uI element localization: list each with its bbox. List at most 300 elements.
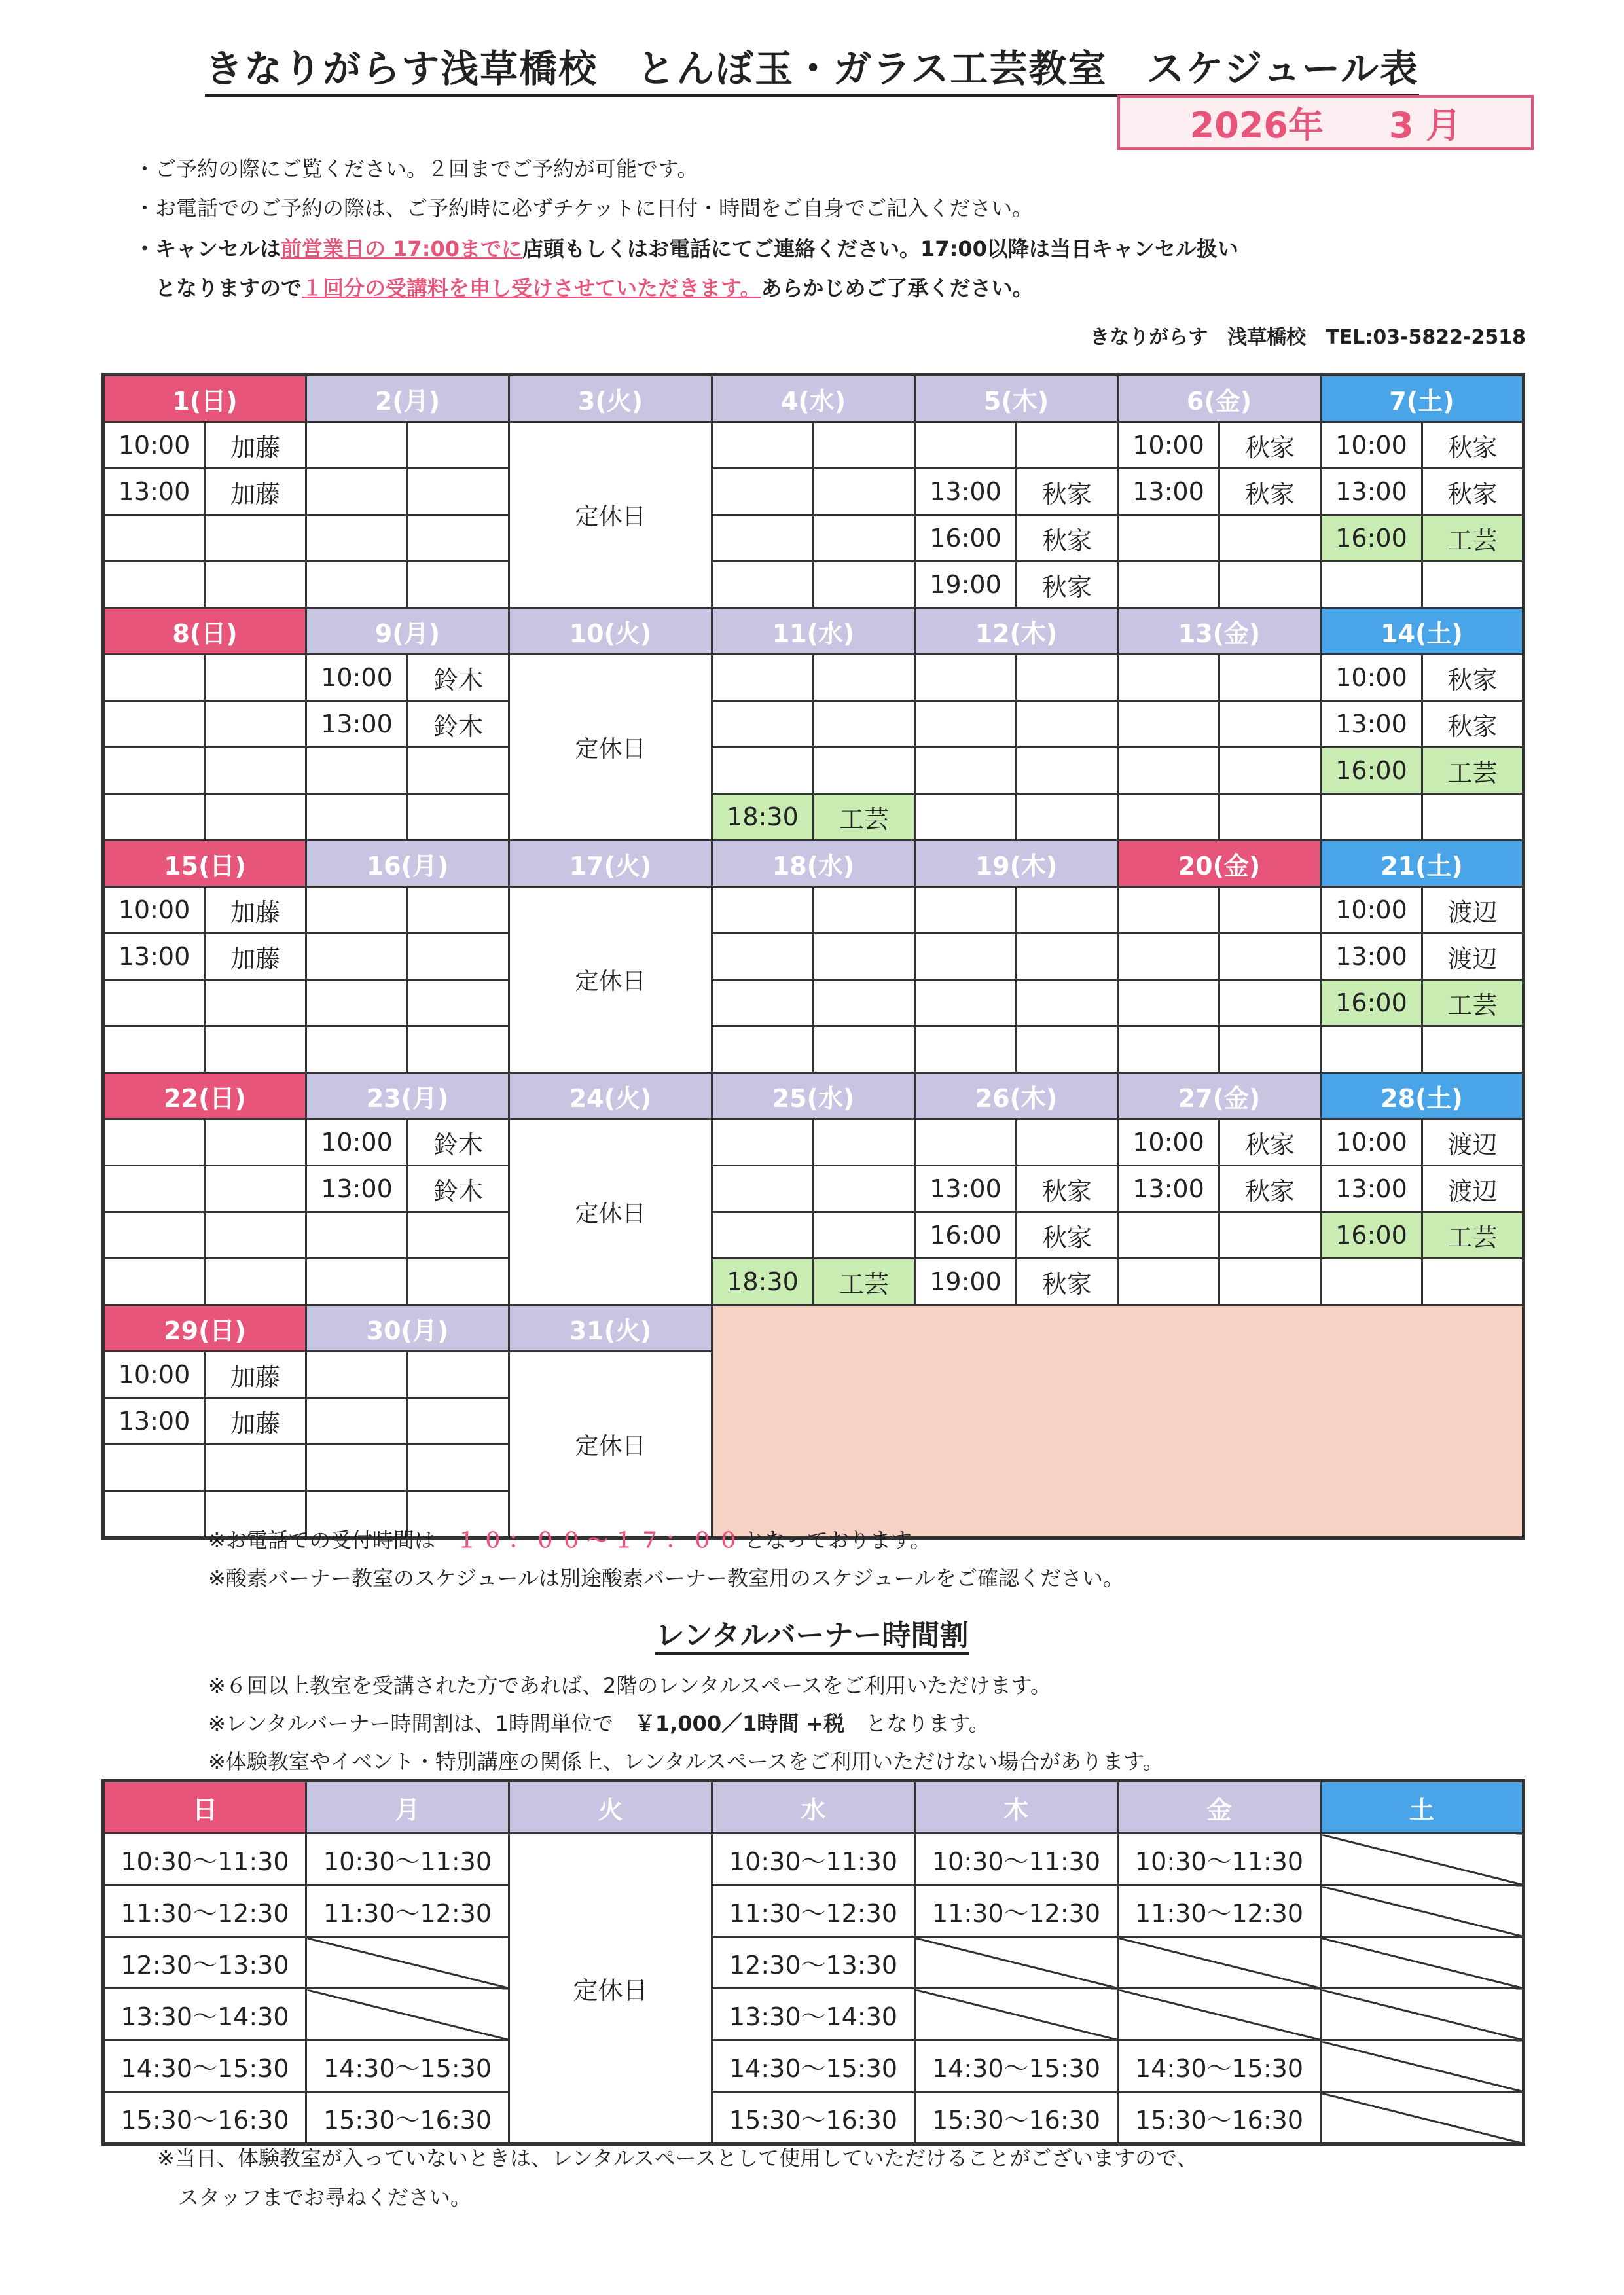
rental-note-1: ※６回以上教室を受講された方であれば、2階のレンタルスペースをご利用いただけます。 [208, 1673, 1051, 1698]
slot-time [306, 1398, 408, 1445]
rental-unavailable-cell [306, 1989, 509, 2040]
slot-time [915, 980, 1017, 1026]
rental-note-2-a: ※レンタルバーナー時間割は、1時間単位で [208, 1711, 634, 1736]
slot-time[interactable]: 13:00 [1321, 469, 1422, 515]
slot-instructor [1219, 1212, 1321, 1259]
slot-time [103, 1491, 205, 1538]
week-header-row [103, 1305, 1524, 1352]
slot-time [306, 1445, 408, 1491]
day-header: 2(月) [306, 375, 509, 422]
rental-time-slot[interactable]: 12:30～13:30 [103, 1937, 306, 1989]
slot-time[interactable]: 13:00 [306, 1166, 408, 1212]
slot-instructor[interactable]: 秋家 [1422, 655, 1524, 701]
slot-instructor [1017, 1026, 1118, 1073]
oxygen-note: ※酸素バーナー教室のスケジュールは別途酸素バーナー教室用のスケジュールをご確認ください。 [208, 1566, 1124, 1591]
slot-time[interactable]: 13:00 [306, 701, 408, 748]
rental-note-2-c: となります。 [844, 1711, 990, 1736]
slot-instructor[interactable]: 秋家 [1219, 1166, 1321, 1212]
day-header: 14(土) [1321, 608, 1524, 655]
rental-note-3: ※体験教室やイベント・特別講座の関係上、レンタルスペースをご利用いただけない場合があります。 [208, 1749, 1164, 1774]
slot-time[interactable]: 13:00 [1321, 933, 1422, 980]
slot-time [915, 422, 1017, 469]
slot-instructor [1219, 933, 1321, 980]
day-header: 30(月) [306, 1305, 509, 1352]
rental-time-slot[interactable]: 10:30～11:30 [915, 1834, 1118, 1885]
slot-instructor [814, 1212, 915, 1259]
slot-instructor [814, 887, 915, 933]
slot-instructor[interactable]: 工芸 [1422, 515, 1524, 562]
slot-row [103, 748, 1524, 794]
rental-price: ￥1,000／1時間 +税 [634, 1711, 845, 1736]
rental-title: レンタルバーナー時間割 [0, 1612, 1624, 1653]
slot-instructor [205, 794, 306, 840]
slot-instructor[interactable]: 工芸 [1422, 980, 1524, 1026]
rental-time-slot[interactable]: 15:30～16:30 [103, 2092, 306, 2144]
slot-time[interactable]: 13:00 [1118, 1166, 1219, 1212]
slot-time[interactable]: 13:00 [1118, 469, 1219, 515]
day-header: 26(木) [915, 1073, 1118, 1119]
schedule-table [101, 373, 1525, 1540]
slot-instructor [1422, 1259, 1524, 1305]
slot-time [915, 1026, 1017, 1073]
rental-time-slot[interactable]: 12:30～13:30 [712, 1937, 915, 1989]
slot-instructor [814, 701, 915, 748]
slot-time [1118, 1259, 1219, 1305]
slot-time [306, 1212, 408, 1259]
slot-instructor [205, 515, 306, 562]
slot-instructor[interactable]: 渡辺 [1422, 933, 1524, 980]
rental-day-header: 日 [103, 1781, 306, 1834]
day-header: 31(火) [509, 1305, 712, 1352]
slot-instructor[interactable]: 工芸 [814, 1259, 915, 1305]
slot-instructor [205, 748, 306, 794]
rental-unavailable-cell [1321, 2040, 1524, 2092]
slot-instructor [1219, 515, 1321, 562]
slot-time [103, 794, 205, 840]
slot-time[interactable]: 18:30 [712, 1259, 814, 1305]
rental-time-slot[interactable]: 11:30～12:30 [1118, 1885, 1321, 1937]
rental-time-slot[interactable]: 15:30～16:30 [306, 2092, 509, 2144]
slot-instructor[interactable]: 秋家 [1017, 515, 1118, 562]
slot-instructor [205, 1445, 306, 1491]
day-header: 25(水) [712, 1073, 915, 1119]
slot-instructor[interactable]: 渡辺 [1422, 887, 1524, 933]
slot-time[interactable]: 16:00 [1321, 748, 1422, 794]
day-header: 5(木) [915, 375, 1118, 422]
slot-instructor [408, 562, 509, 608]
rental-unavailable-cell [1321, 1885, 1524, 1937]
slot-instructor [1219, 1259, 1321, 1305]
rental-time-slot[interactable]: 15:30～16:30 [1118, 2092, 1321, 2144]
rental-unavailable-cell [915, 1989, 1118, 2040]
slot-time [103, 515, 205, 562]
slot-instructor [408, 1026, 509, 1073]
rental-unavailable-cell [1118, 1989, 1321, 2040]
slot-instructor[interactable]: 鈴木 [408, 1119, 509, 1166]
slot-time[interactable]: 16:00 [1321, 980, 1422, 1026]
slot-time [712, 887, 814, 933]
slot-row [103, 1026, 1524, 1073]
day-header: 10(火) [509, 608, 712, 655]
slot-instructor [408, 1445, 509, 1491]
slot-instructor [1219, 748, 1321, 794]
note-line-4-a: となりますので [134, 276, 302, 300]
slot-instructor[interactable]: 加藤 [205, 422, 306, 469]
rental-time-slot[interactable]: 15:30～16:30 [712, 2092, 915, 2144]
slot-time [1118, 748, 1219, 794]
slot-instructor [205, 655, 306, 701]
slot-instructor[interactable]: 秋家 [1017, 1166, 1118, 1212]
slot-time [306, 794, 408, 840]
slot-instructor[interactable]: 加藤 [205, 933, 306, 980]
day-header: 12(木) [915, 608, 1118, 655]
slot-time [915, 887, 1017, 933]
phone-hours-c: となっております。 [744, 1528, 931, 1553]
slot-time [103, 1212, 205, 1259]
week-header-row [103, 375, 1524, 422]
slot-time[interactable]: 18:30 [712, 794, 814, 840]
day-header: 23(月) [306, 1073, 509, 1119]
slot-instructor [814, 1026, 915, 1073]
slot-instructor[interactable]: 鈴木 [408, 701, 509, 748]
slot-time[interactable]: 10:00 [1118, 1119, 1219, 1166]
slot-instructor[interactable]: 秋家 [1422, 701, 1524, 748]
rental-time-slot[interactable]: 14:30～15:30 [103, 2040, 306, 2092]
slot-time [712, 701, 814, 748]
slot-time [306, 887, 408, 933]
closed-day-cell: 定休日 [509, 1352, 712, 1538]
slot-instructor [1017, 701, 1118, 748]
note-line-3-a: ・キャンセルは [134, 236, 281, 261]
slot-instructor[interactable]: 秋家 [1017, 1212, 1118, 1259]
slot-instructor [1017, 794, 1118, 840]
day-header: 3(火) [509, 375, 712, 422]
slot-time [306, 562, 408, 608]
slot-time [1118, 1212, 1219, 1259]
day-header: 6(金) [1118, 375, 1321, 422]
day-header: 16(月) [306, 840, 509, 887]
slot-time[interactable]: 13:00 [915, 469, 1017, 515]
rental-time-slot[interactable]: 13:30～14:30 [712, 1989, 915, 2040]
slot-time [712, 562, 814, 608]
slot-time[interactable]: 13:00 [103, 933, 205, 980]
rental-row [103, 2040, 1524, 2092]
slot-time[interactable]: 16:00 [915, 515, 1017, 562]
day-header: 19(木) [915, 840, 1118, 887]
slot-time [1321, 562, 1422, 608]
rental-bottom-note-2: スタッフまでお尋ねください。 [157, 2185, 472, 2210]
slot-time[interactable]: 10:00 [103, 1352, 205, 1398]
slot-time [712, 1026, 814, 1073]
slot-time [1118, 794, 1219, 840]
slot-instructor [408, 515, 509, 562]
slot-row [103, 1119, 1524, 1166]
slot-instructor[interactable]: 秋家 [1017, 1259, 1118, 1305]
slot-instructor[interactable]: 加藤 [205, 887, 306, 933]
slot-instructor[interactable]: 秋家 [1422, 469, 1524, 515]
slot-instructor [205, 701, 306, 748]
slot-time[interactable]: 10:00 [1321, 1119, 1422, 1166]
slot-instructor [408, 794, 509, 840]
rental-row [103, 1885, 1524, 1937]
day-header: 21(土) [1321, 840, 1524, 887]
slot-instructor[interactable]: 工芸 [1422, 1212, 1524, 1259]
slot-time [306, 1352, 408, 1398]
slot-instructor [1219, 562, 1321, 608]
slot-instructor [408, 1212, 509, 1259]
slot-instructor [408, 469, 509, 515]
year-label: 2026年 [1189, 104, 1324, 146]
rental-day-header: 木 [915, 1781, 1118, 1834]
slot-instructor[interactable]: 秋家 [1219, 1119, 1321, 1166]
slot-time [306, 748, 408, 794]
slot-time [915, 748, 1017, 794]
slot-instructor [205, 1212, 306, 1259]
slot-instructor[interactable]: 秋家 [1017, 562, 1118, 608]
phone-hours: １０：００～１７：００ [456, 1528, 744, 1553]
slot-instructor [1017, 655, 1118, 701]
rental-row [103, 1937, 1524, 1989]
rental-bottom-note-1: ※当日、体験教室が入っていないときは、レンタルスペースとして使用していただけることがございますので、 [157, 2146, 1198, 2171]
slot-instructor [814, 1119, 915, 1166]
slot-instructor [1422, 1026, 1524, 1073]
slot-instructor [205, 980, 306, 1026]
slot-instructor [814, 980, 915, 1026]
note-line-3 [134, 236, 1238, 262]
slot-time[interactable]: 16:00 [915, 1212, 1017, 1259]
slot-row [103, 422, 1524, 469]
rental-time-slot[interactable]: 14:30～15:30 [1118, 2040, 1321, 2092]
slot-time [915, 794, 1017, 840]
note-line-4 [134, 275, 1033, 301]
note-line-1: ・ご予約の際にご覧ください。２回までご予約が可能です。 [134, 156, 698, 181]
slot-time[interactable]: 16:00 [1321, 1212, 1422, 1259]
slot-row [103, 1259, 1524, 1305]
note-line-3-c: 店頭もしくはお電話にてご連絡ください。17:00以降は当日キャンセル扱い [522, 236, 1238, 261]
slot-instructor [408, 422, 509, 469]
slot-instructor [814, 933, 915, 980]
slot-instructor [814, 562, 915, 608]
slot-time [1118, 655, 1219, 701]
week-header-row [103, 840, 1524, 887]
rental-closed-cell: 定休日 [509, 1834, 712, 2144]
empty-filler-block [712, 1305, 1524, 1538]
slot-instructor[interactable]: 鈴木 [408, 655, 509, 701]
slot-instructor [814, 748, 915, 794]
slot-instructor [205, 1026, 306, 1073]
slot-time [306, 469, 408, 515]
slot-time [103, 748, 205, 794]
day-header: 9(月) [306, 608, 509, 655]
rental-time-slot[interactable]: 11:30～12:30 [103, 1885, 306, 1937]
slot-time[interactable]: 10:00 [1118, 422, 1219, 469]
slot-instructor [814, 655, 915, 701]
slot-time [1118, 933, 1219, 980]
slot-instructor[interactable]: 秋家 [1422, 422, 1524, 469]
slot-instructor [205, 1166, 306, 1212]
slot-time [1118, 887, 1219, 933]
slot-time [915, 933, 1017, 980]
slot-time [103, 701, 205, 748]
slot-instructor [1017, 1119, 1118, 1166]
slot-time [712, 655, 814, 701]
day-header: 27(金) [1118, 1073, 1321, 1119]
slot-row [103, 515, 1524, 562]
slot-time [306, 980, 408, 1026]
day-header: 4(水) [712, 375, 915, 422]
slot-time [103, 1166, 205, 1212]
slot-instructor[interactable]: 秋家 [1219, 469, 1321, 515]
cancel-deadline: 前営業日の 17:00までに [281, 236, 523, 261]
slot-instructor [814, 515, 915, 562]
day-header: 20(金) [1118, 840, 1321, 887]
slot-time[interactable]: 10:00 [306, 655, 408, 701]
rental-row [103, 1834, 1524, 1885]
slot-instructor [1422, 794, 1524, 840]
slot-time [306, 422, 408, 469]
slot-time [103, 1259, 205, 1305]
day-header: 18(水) [712, 840, 915, 887]
slot-time[interactable]: 13:00 [103, 1398, 205, 1445]
slot-instructor [1017, 933, 1118, 980]
slot-instructor [1219, 794, 1321, 840]
rental-time-slot[interactable]: 10:30～11:30 [712, 1834, 915, 1885]
slot-time[interactable]: 13:00 [103, 469, 205, 515]
slot-instructor[interactable]: 加藤 [205, 469, 306, 515]
slot-instructor[interactable]: 秋家 [1219, 422, 1321, 469]
slot-instructor[interactable]: 秋家 [1017, 469, 1118, 515]
rental-day-header: 月 [306, 1781, 509, 1834]
closed-day-cell: 定休日 [509, 887, 712, 1073]
rental-time-slot[interactable]: 11:30～12:30 [712, 1885, 915, 1937]
rental-day-header: 火 [509, 1781, 712, 1834]
slot-instructor [1219, 701, 1321, 748]
day-header: 15(日) [103, 840, 306, 887]
slot-instructor[interactable]: 工芸 [814, 794, 915, 840]
slot-time[interactable]: 13:00 [915, 1166, 1017, 1212]
month-label: 3 月 [1388, 104, 1462, 146]
rental-time-slot[interactable]: 11:30～12:30 [915, 1885, 1118, 1937]
slot-row [103, 1212, 1524, 1259]
day-header: 29(日) [103, 1305, 306, 1352]
slot-time[interactable]: 13:00 [1321, 701, 1422, 748]
slot-time [915, 1119, 1017, 1166]
slot-time[interactable]: 16:00 [1321, 515, 1422, 562]
slot-time [712, 1119, 814, 1166]
day-header: 17(火) [509, 840, 712, 887]
rental-time-slot[interactable]: 14:30～15:30 [915, 2040, 1118, 2092]
phone-hours-note [208, 1524, 931, 1554]
slot-instructor [1219, 887, 1321, 933]
slot-time [1321, 1026, 1422, 1073]
rental-time-slot[interactable]: 11:30～12:30 [306, 1885, 509, 1937]
day-header: 7(土) [1321, 375, 1524, 422]
rental-unavailable-cell [915, 1937, 1118, 1989]
slot-instructor [205, 1259, 306, 1305]
slot-time [712, 933, 814, 980]
slot-time [915, 701, 1017, 748]
slot-time [103, 1119, 205, 1166]
slot-instructor [205, 1119, 306, 1166]
slot-row [103, 701, 1524, 748]
slot-time[interactable]: 19:00 [915, 562, 1017, 608]
slot-time[interactable]: 19:00 [915, 1259, 1017, 1305]
rental-time-slot[interactable]: 13:30～14:30 [103, 1989, 306, 2040]
rental-header-row [103, 1781, 1524, 1834]
slot-instructor[interactable]: 加藤 [205, 1352, 306, 1398]
slot-time[interactable]: 10:00 [1321, 422, 1422, 469]
slot-instructor [408, 1398, 509, 1445]
rental-unavailable-cell [1321, 1989, 1524, 2040]
slot-time[interactable]: 13:00 [1321, 1166, 1422, 1212]
rental-time-slot[interactable]: 14:30～15:30 [712, 2040, 915, 2092]
slot-instructor[interactable]: 鈴木 [408, 1166, 509, 1212]
slot-time [712, 980, 814, 1026]
rental-day-header: 金 [1118, 1781, 1321, 1834]
slot-instructor[interactable]: 渡辺 [1422, 1166, 1524, 1212]
slot-instructor [1219, 655, 1321, 701]
slot-time [1118, 1026, 1219, 1073]
slot-row [103, 655, 1524, 701]
closed-day-cell: 定休日 [509, 655, 712, 840]
slot-instructor [408, 1259, 509, 1305]
slot-row [103, 933, 1524, 980]
slot-instructor [408, 748, 509, 794]
closed-day-cell: 定休日 [509, 422, 712, 608]
slot-instructor[interactable]: 加藤 [205, 1398, 306, 1445]
slot-time [103, 1026, 205, 1073]
slot-time [1118, 515, 1219, 562]
slot-instructor [205, 562, 306, 608]
note-line-2: ・お電話でのご予約の際は、ご予約時に必ずチケットに日付・時間をご自身でご記入ください。 [134, 196, 1034, 221]
slot-time [1321, 1259, 1422, 1305]
rental-time-slot[interactable]: 15:30～16:30 [915, 2092, 1118, 2144]
slot-instructor[interactable]: 工芸 [1422, 748, 1524, 794]
slot-row [103, 980, 1524, 1026]
slot-instructor [408, 887, 509, 933]
rental-time-slot[interactable]: 14:30～15:30 [306, 2040, 509, 2092]
rental-time-slot[interactable]: 10:30～11:30 [306, 1834, 509, 1885]
day-header: 22(日) [103, 1073, 306, 1119]
slot-instructor [408, 980, 509, 1026]
rental-time-slot[interactable]: 10:30～11:30 [103, 1834, 306, 1885]
slot-time [103, 655, 205, 701]
slot-instructor [1219, 1026, 1321, 1073]
slot-instructor [814, 469, 915, 515]
slot-time[interactable]: 10:00 [1321, 655, 1422, 701]
slot-time[interactable]: 10:00 [103, 422, 205, 469]
slot-time [1118, 701, 1219, 748]
rental-time-slot[interactable]: 10:30～11:30 [1118, 1834, 1321, 1885]
slot-time [306, 933, 408, 980]
slot-instructor [1422, 562, 1524, 608]
rental-unavailable-cell [1321, 1937, 1524, 1989]
slot-time[interactable]: 10:00 [1321, 887, 1422, 933]
slot-instructor [1017, 422, 1118, 469]
rental-unavailable-cell [1321, 1834, 1524, 1885]
day-header: 1(日) [103, 375, 306, 422]
slot-time[interactable]: 10:00 [103, 887, 205, 933]
day-header: 8(日) [103, 608, 306, 655]
slot-time [712, 1166, 814, 1212]
day-header: 24(火) [509, 1073, 712, 1119]
slot-row [103, 469, 1524, 515]
page-title: きなりがらす浅草橋校 とんぼ玉・ガラス工芸教室 スケジュール表 [0, 38, 1624, 93]
slot-time[interactable]: 10:00 [306, 1119, 408, 1166]
phone-hours-a: ※お電話での受付時間は [208, 1528, 456, 1553]
slot-instructor[interactable]: 渡辺 [1422, 1119, 1524, 1166]
slot-time [103, 980, 205, 1026]
